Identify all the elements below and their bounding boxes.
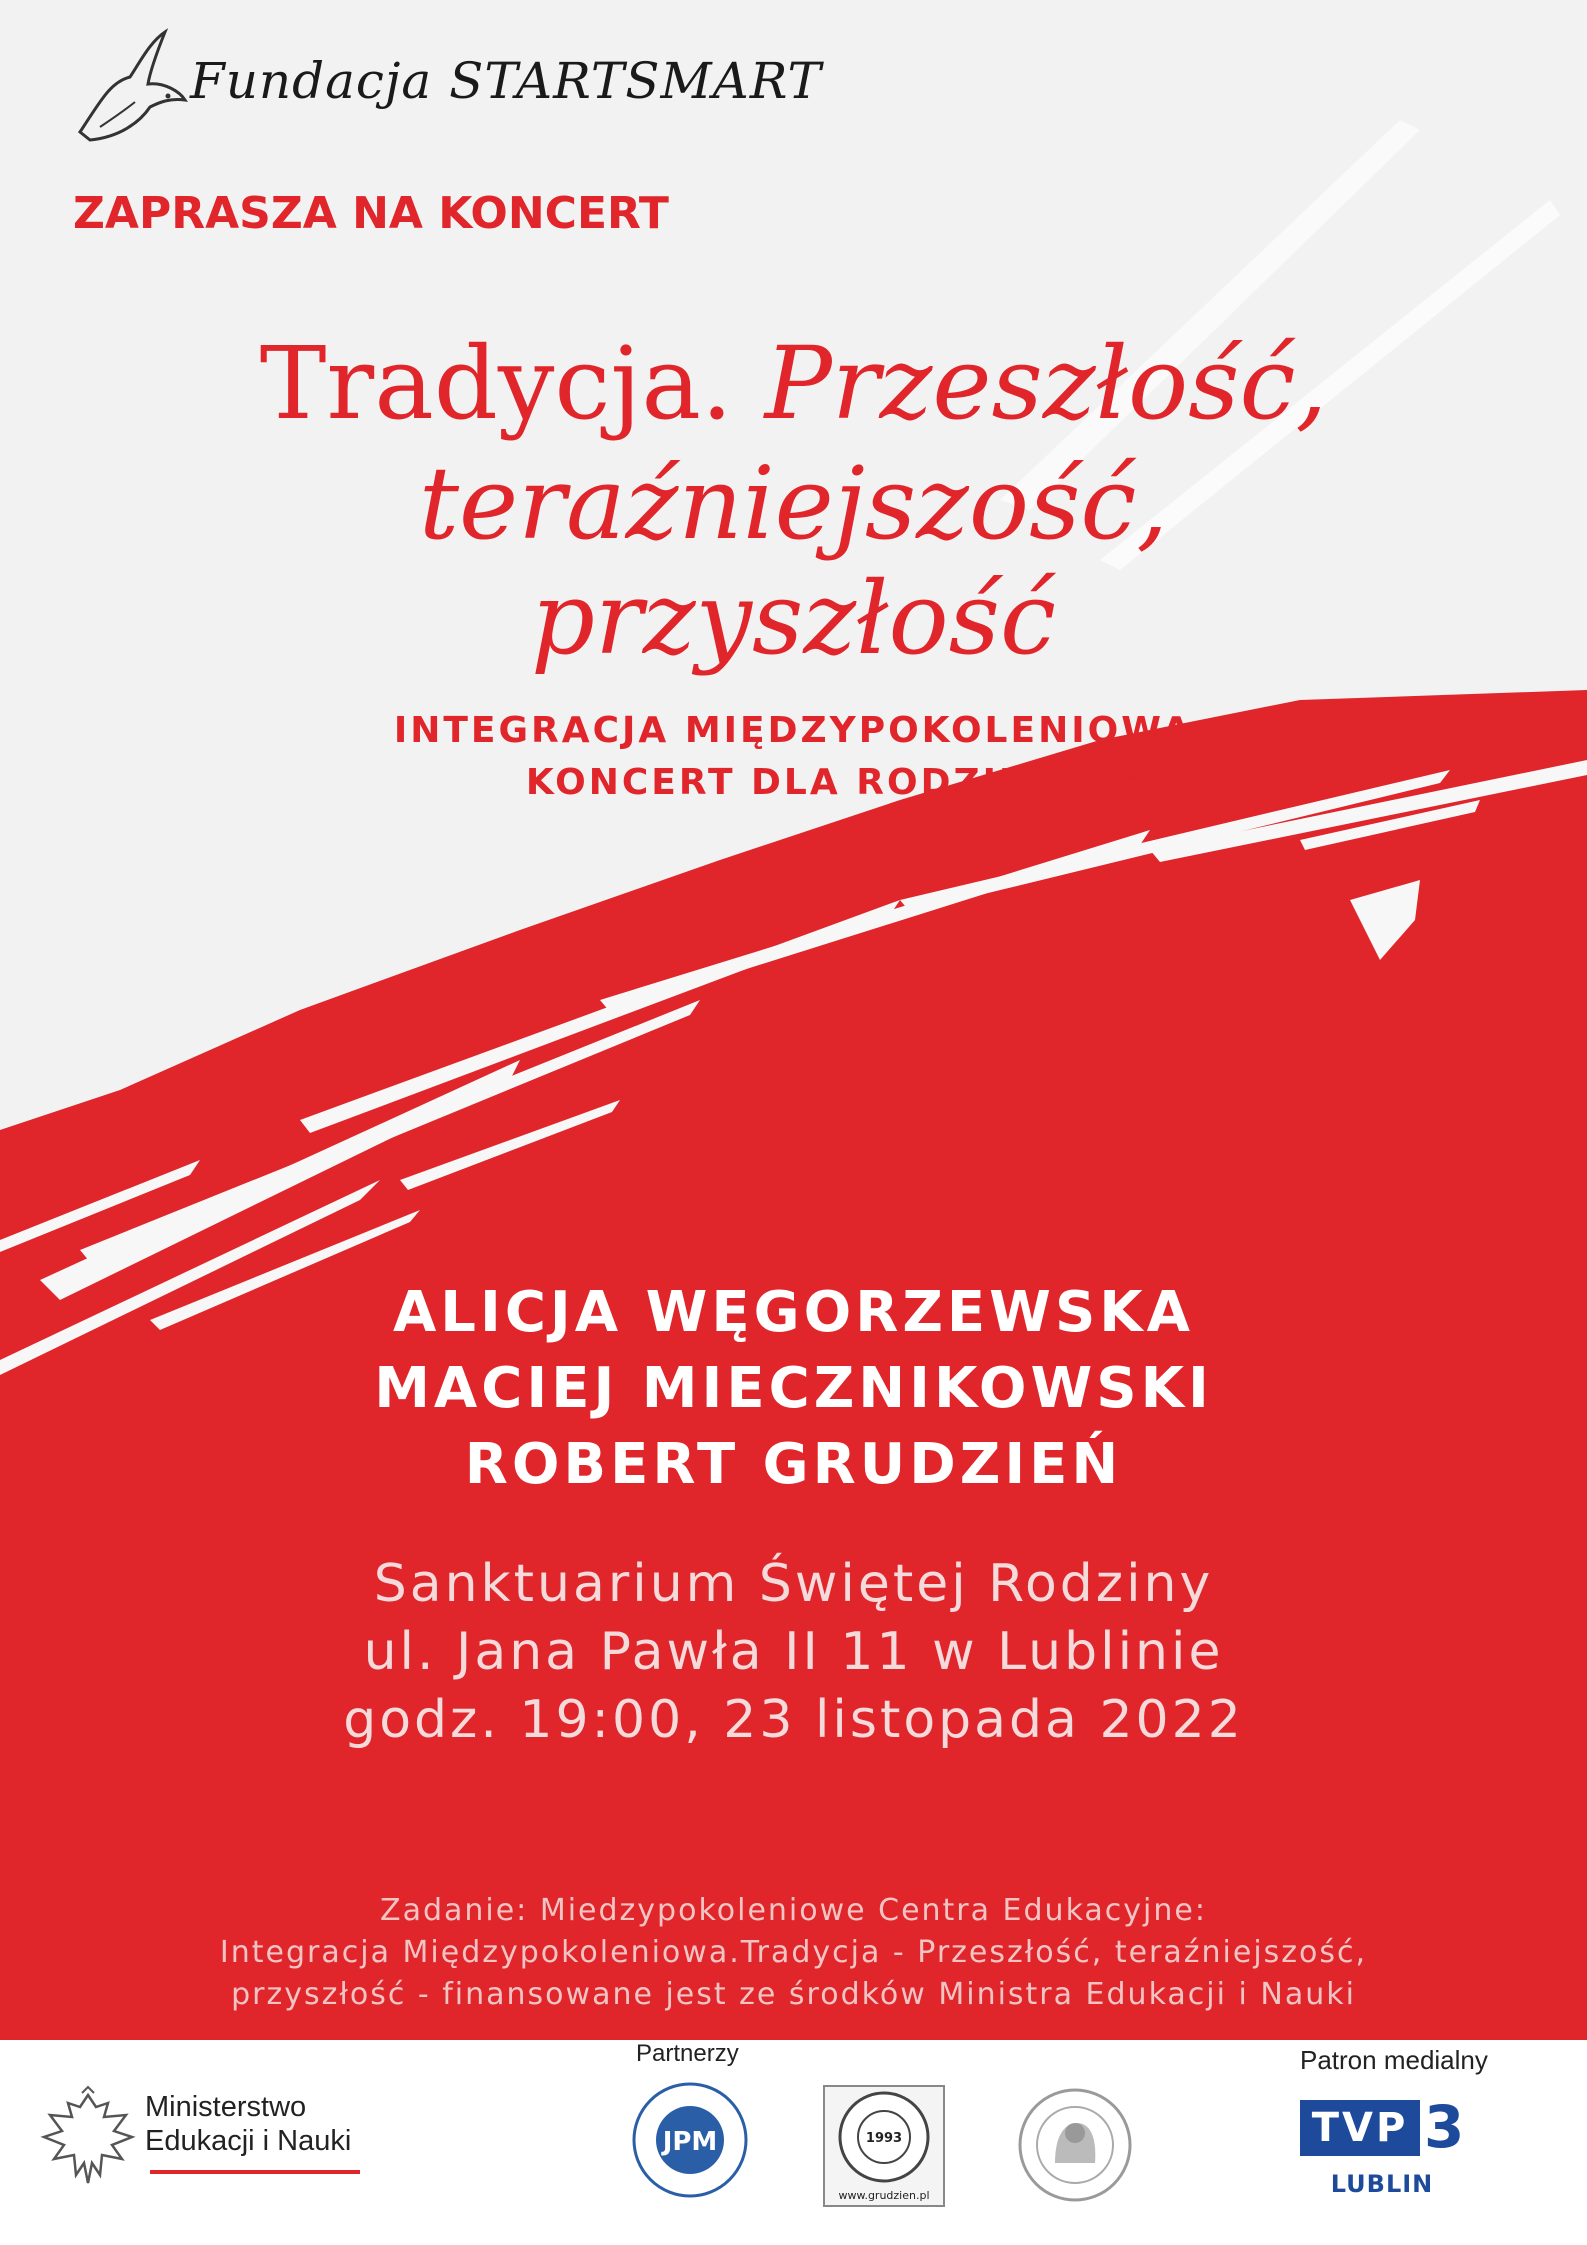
foundation-url: www.grudzien.pl [838,2189,930,2202]
funding-line2: Integracja Międzypokoleniowa.Tradycja - Przeszłość, teraźniejszość, [219,1935,1368,1970]
title-part1: Tradycja. [259,325,733,442]
title-part2: Przeszłość, [764,325,1328,442]
venue-address: ul. Jana Pawła II 11 w Lublinie [363,1622,1224,1682]
venue-place: Sanktuarium Świętej Rodziny [373,1554,1214,1614]
footer-sponsors [0,2040,1587,2245]
school-emblem-icon [1015,2085,1135,2205]
ministry-underline [150,2170,360,2174]
concert-title-line2: teraźniejszość, [418,445,1169,562]
ministry-line1: Ministerstwo [145,2091,307,2123]
jpii-mark: JPM [662,2127,718,2157]
patron-label: Patron medialny [1300,2045,1488,2075]
ministry-name [145,2090,351,2158]
artist-name: ROBERT GRUDZIEŃ [464,1432,1123,1497]
artist-name: ALICJA WĘGORZEWSKA [392,1280,1195,1345]
polish-eagle-emblem-icon [38,2085,138,2195]
funding-note [0,1890,1587,2016]
funding-line1: Zadanie: Miedzypokoleniowe Centra Edukacyjne: [380,1893,1207,1928]
jpii-centre-logo-icon [630,2080,750,2200]
venue-datetime: godz. 19:00, 23 listopada 2022 [343,1690,1244,1750]
foundation-logo-text: Fundacja STARTSMART [190,52,822,110]
dove-logo-icon [70,22,190,162]
mikolaj-foundation-logo-icon [823,2085,945,2207]
tvp-letters: TVP [1311,2105,1409,2151]
venue-info [0,1550,1587,1754]
foundation-year: 1993 [865,2131,903,2146]
tvp-city: LUBLIN [1330,2170,1434,2198]
tvp-number: 3 [1424,2093,1465,2161]
funding-line3: przyszłość - finansowane jest ze środków Ministra Edukacji i Nauki [231,1977,1356,2012]
artist-name: MACIEJ MIECZNIKOWSKI [374,1356,1213,1421]
concert-title-line1 [0,325,1587,442]
subtitle-line1: INTEGRACJA MIĘDZYPOKOLENIOWA [393,710,1194,751]
tvp3-logo [1300,2093,1465,2161]
artists-list [0,1275,1587,1503]
ministry-line2: Edukacji i Nauki [145,2125,352,2157]
concert-title-line3: przyszłość [531,560,1056,677]
subtitle-line2: KONCERT DLA RODZINY [525,762,1062,803]
partners-label: Partnerzy [636,2040,739,2067]
